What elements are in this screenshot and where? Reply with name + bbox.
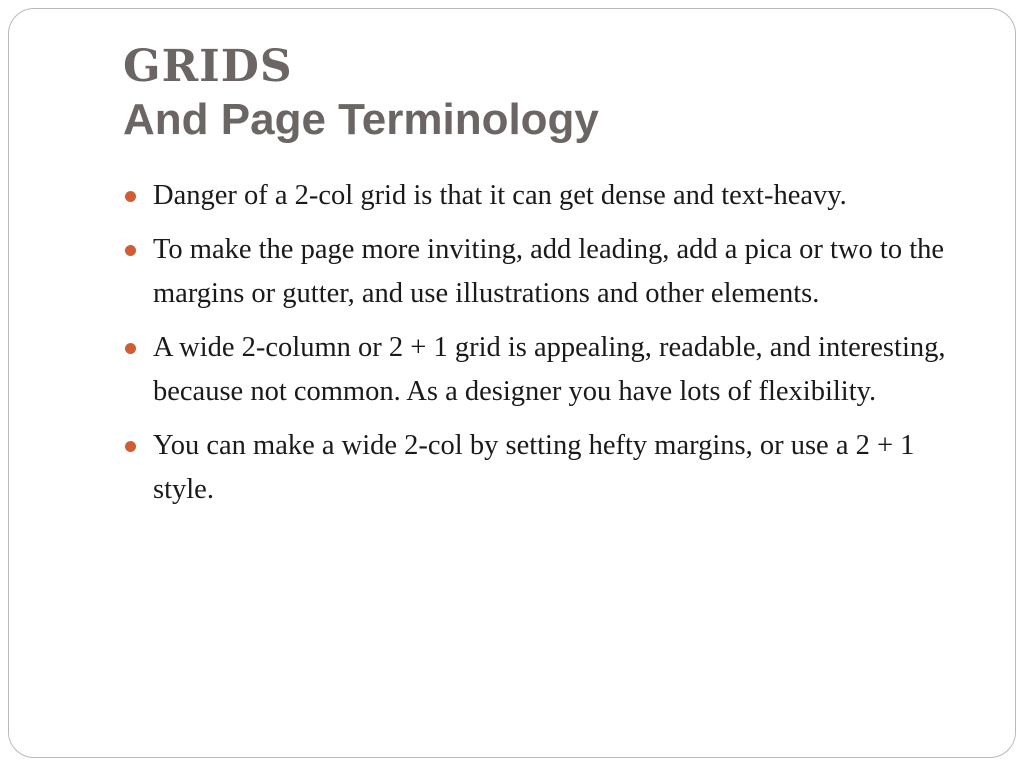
title-subtitle: And Page Terminology	[123, 95, 599, 144]
list-item	[125, 326, 975, 414]
bullet-icon	[125, 343, 136, 354]
bullet-icon	[125, 441, 136, 452]
list-item	[125, 228, 975, 316]
bullet-icon	[125, 245, 136, 256]
bullet-text: You can make a wide 2-col by setting hefty margins, or use a 2 + 1 style.	[153, 430, 915, 505]
bullet-text: To make the page more inviting, add leading, add a pica or two to the margins or gutter, and use illustrations and other elements.	[153, 234, 945, 309]
list-item	[125, 424, 975, 512]
bullet-text: Danger of a 2-col grid is that it can get dense and text-heavy.	[153, 180, 847, 211]
bullet-icon	[125, 191, 136, 202]
slide	[8, 8, 1016, 758]
title-main: GRIDS	[123, 41, 293, 92]
list-item	[125, 174, 975, 218]
slide-title	[123, 39, 599, 145]
bullet-text: A wide 2-column or 2 + 1 grid is appealing, readable, and interesting, because not common. As a designer you have lots of flexibility.	[153, 332, 946, 407]
bullet-list	[125, 174, 975, 522]
